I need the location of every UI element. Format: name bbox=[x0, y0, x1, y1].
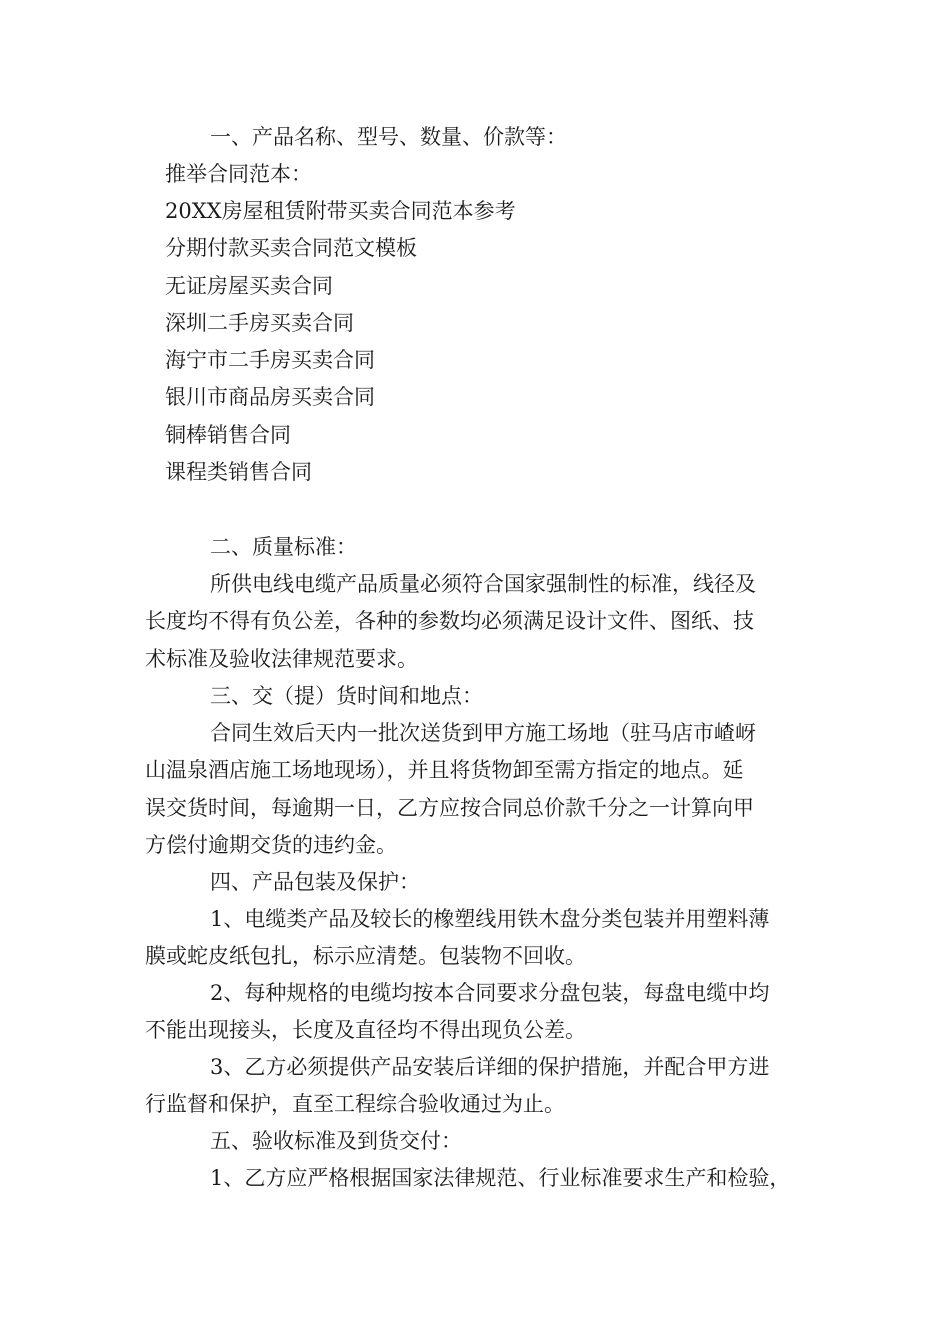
recommend-item: 无证房屋买卖合同 bbox=[165, 274, 333, 298]
section3-heading: 三、交（提）货时间和地点： bbox=[210, 684, 483, 708]
paragraph-line: 所供电线电缆产品质量必须符合国家强制性的标准，线径及 bbox=[210, 572, 756, 596]
recommend-label: 推举合同范本： bbox=[165, 162, 312, 186]
paragraph-line: 3、乙方必须提供产品安装后详细的保护措施，并配合甲方进 bbox=[210, 1055, 770, 1079]
recommend-item: 分期付款买卖合同范文模板 bbox=[165, 236, 417, 260]
section1-heading: 一、产品名称、型号、数量、价款等： bbox=[210, 125, 567, 149]
paragraph-line: 误交货时间，每逾期一日，乙方应按合同总价款千分之一计算向甲 bbox=[145, 796, 754, 820]
paragraph-line: 1、电缆类产品及较长的橡塑线用铁木盘分类包装并用塑料薄 bbox=[210, 907, 770, 931]
recommend-item: 20XX房屋租赁附带买卖合同范本参考 bbox=[165, 199, 516, 223]
paragraph-line: 2、每种规格的电缆均按本合同要求分盘包装，每盘电缆中均 bbox=[210, 981, 770, 1005]
paragraph-line: 不能出现接头，长度及直径均不得出现负公差。 bbox=[145, 1018, 586, 1042]
paragraph-line: 合同生效后天内一批次送货到甲方施工场地（驻马店市嵖岈 bbox=[210, 721, 756, 745]
recommend-item: 深圳二手房买卖合同 bbox=[165, 311, 354, 335]
recommend-item: 海宁市二手房买卖合同 bbox=[165, 348, 375, 372]
recommend-item: 银川市商品房买卖合同 bbox=[165, 385, 375, 409]
section4-heading: 四、产品包装及保护： bbox=[210, 870, 420, 894]
paragraph-line: 1、乙方应严格根据国家法律规范、行业标准要求生产和检验， bbox=[210, 1166, 791, 1190]
paragraph-line: 长度均不得有负公差，各种的参数均必须满足设计文件、图纸、技 bbox=[145, 609, 754, 633]
paragraph-line: 山温泉酒店施工场地现场），并且将货物卸至需方指定的地点。延 bbox=[145, 758, 744, 782]
recommend-item: 课程类销售合同 bbox=[165, 460, 312, 484]
section5-heading: 五、验收标准及到货交付： bbox=[210, 1129, 462, 1153]
recommend-item: 铜棒销售合同 bbox=[165, 423, 291, 447]
paragraph-line: 膜或蛇皮纸包扎，标示应清楚。包装物不回收。 bbox=[145, 944, 586, 968]
paragraph-line: 行监督和保护，直至工程综合验收通过为止。 bbox=[145, 1092, 565, 1116]
section2-heading: 二、质量标准： bbox=[210, 535, 357, 559]
paragraph-line: 方偿付逾期交货的违约金。 bbox=[145, 833, 397, 857]
paragraph-line: 术标准及验收法律规范要求。 bbox=[145, 647, 418, 671]
